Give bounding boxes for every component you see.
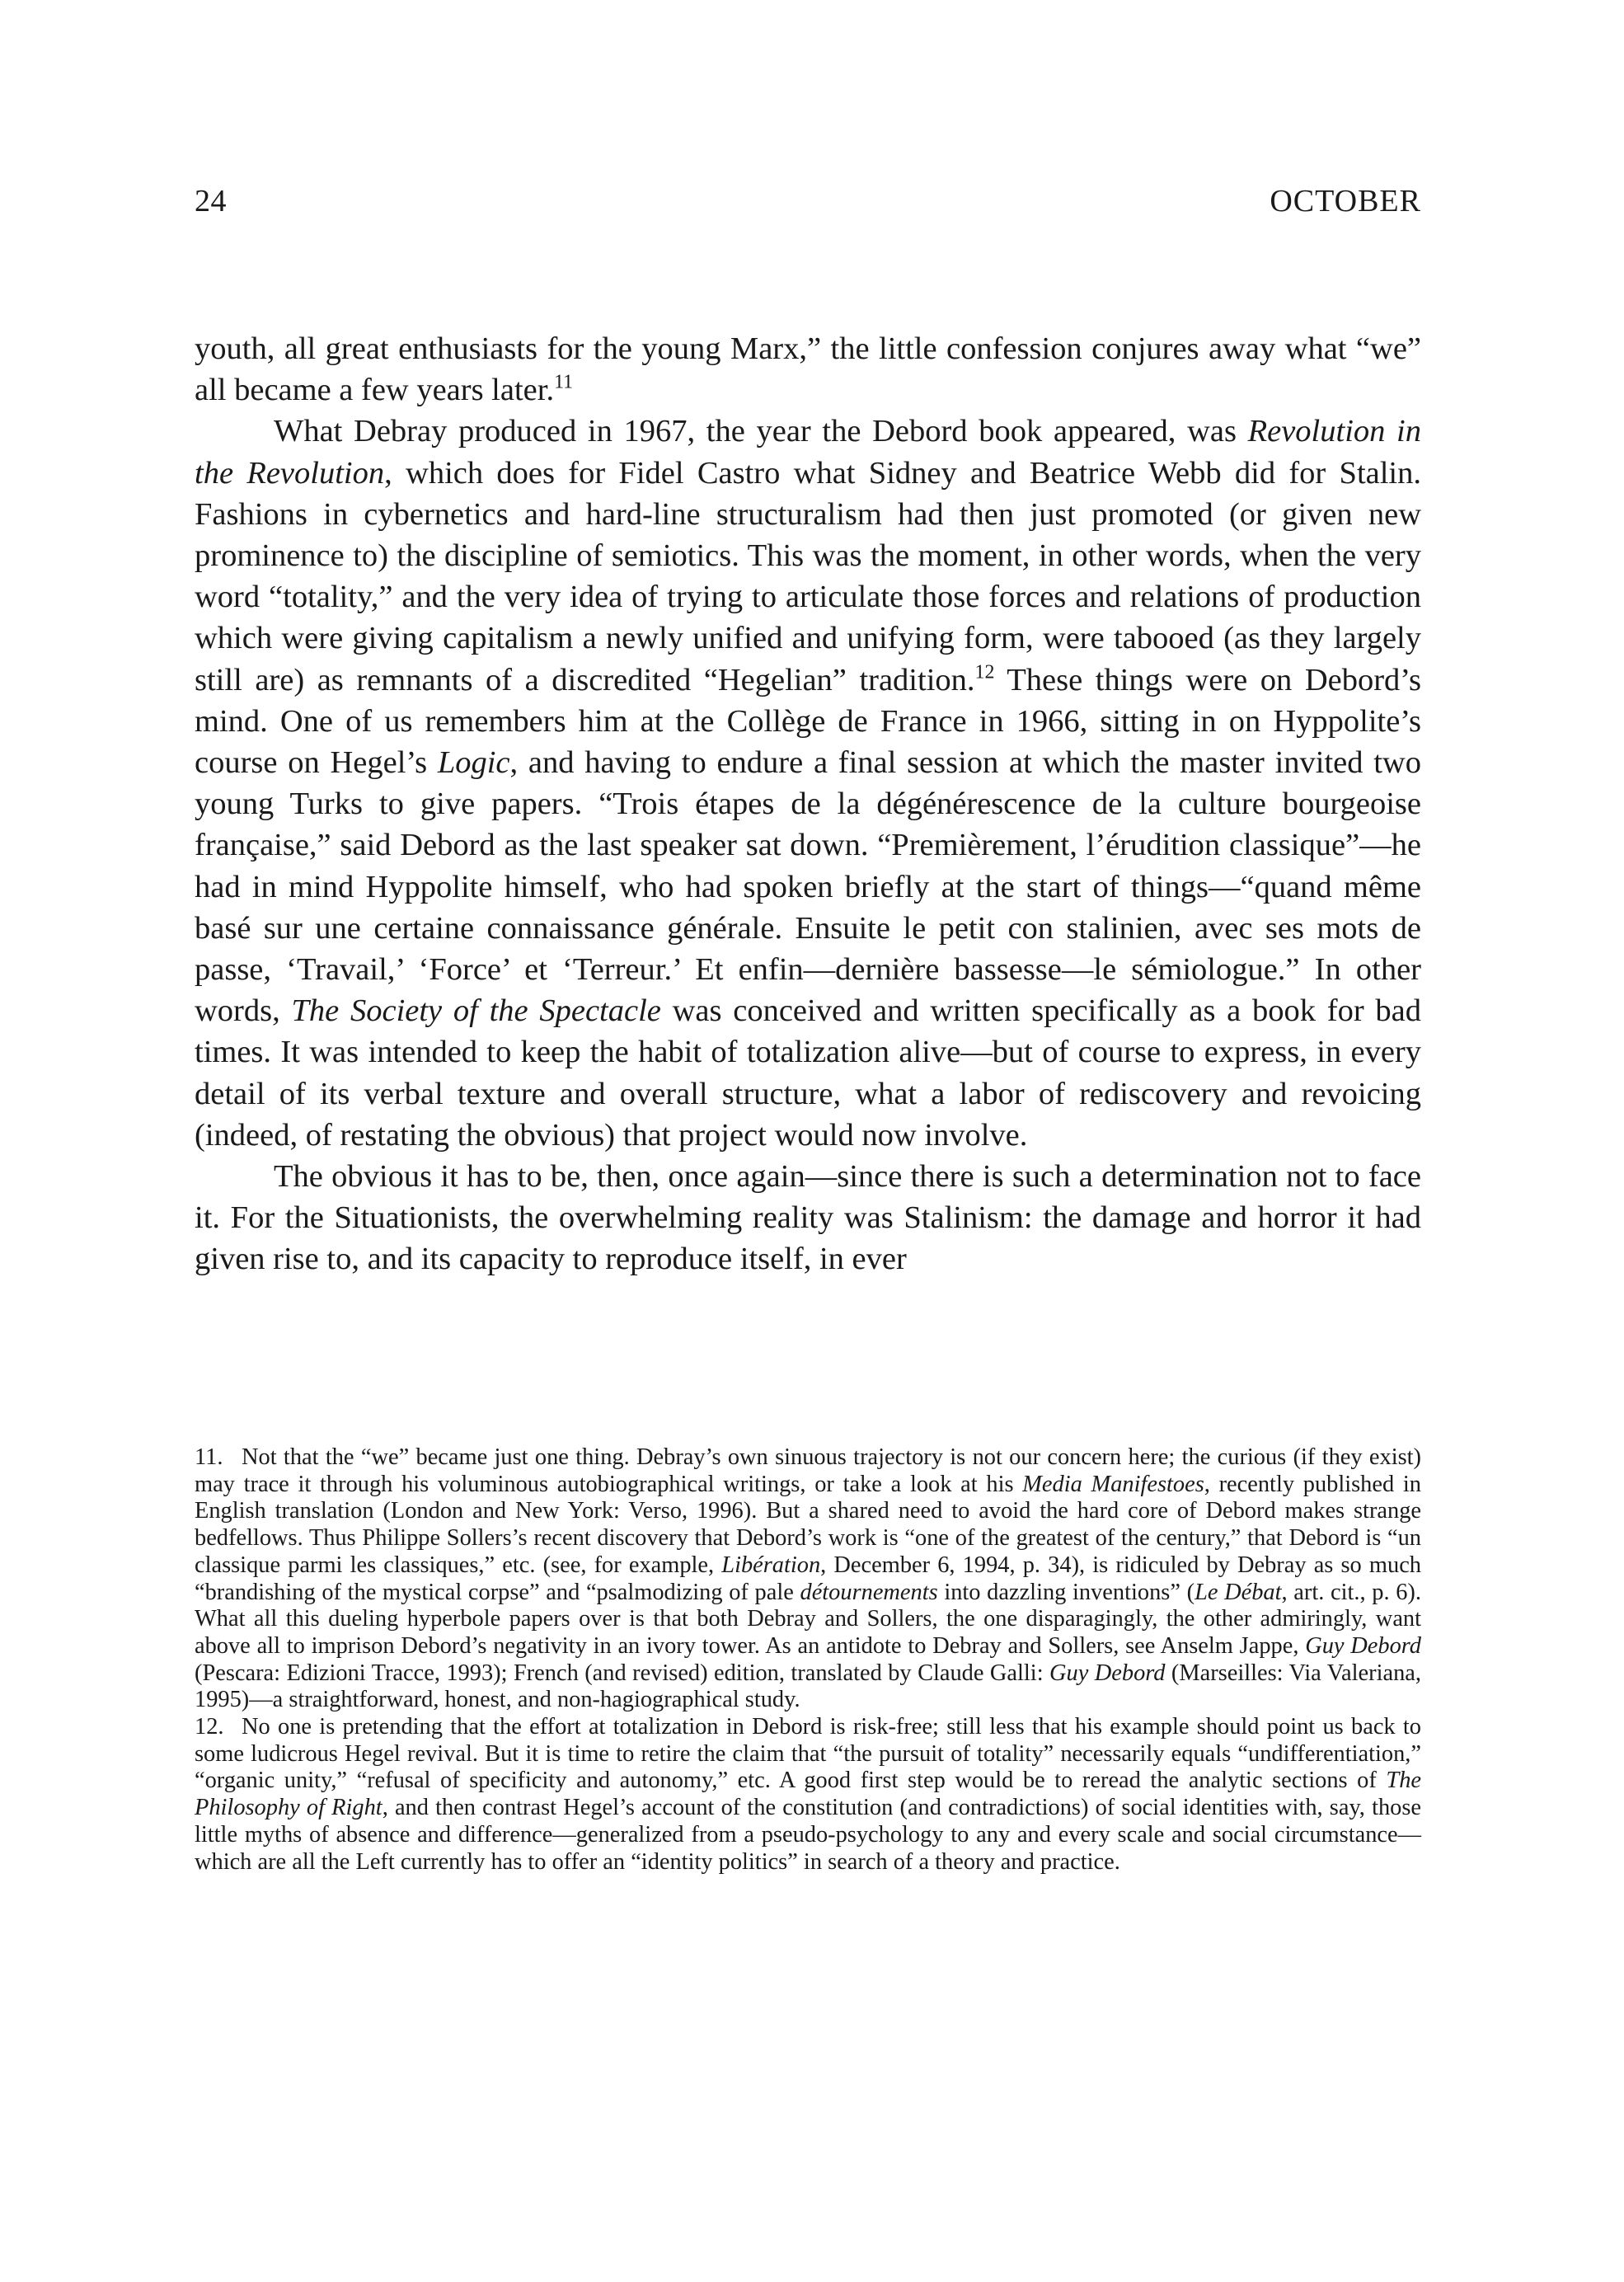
footnote-text: , art. cit., p. 6). What all this dueling hyperbole papers over is that both Debray and Sollers, the one disparagingly, the other admiringly, want above all to imprison Debord’s negativity in an ivory tower. As an antidote to Debray and Sollers, see Anselm Jappe, xyxy=(195,1579,1421,1659)
paragraph-text: , and having to endure a final session at which the master invited two young Turks to give papers. “Trois étapes de la dégénérescence de la culture bourgeoise française,” said Debord as the last speaker sat down. “Premièrement, l’érudition classique”—he had in mind Hyppolite himself, who had spoken briefly at the start of things—“quand même basé sur une certaine connaissance générale. Ensuite le petit con stalinien, avec ses mots de passe, ‘Travail,’ ‘Force’ et ‘Terreur.’ Et enfin—dernière bassesse—le sémiologue.” In other words, xyxy=(195,745,1421,1029)
footnote-ref-11[interactable]: 11 xyxy=(554,371,574,393)
footnote-11 xyxy=(195,1444,1421,1714)
footnote-title: Le Débat xyxy=(1195,1579,1282,1605)
book-title: Logic xyxy=(437,745,510,781)
footnote-text: (Marseilles: Via Valeriana, 1995)—a straightforward, honest, and non-hagiographical study. xyxy=(195,1660,1421,1713)
book-title: Revolution in the Revolution xyxy=(195,414,1421,491)
footnote-title: Libération xyxy=(721,1552,821,1578)
footnote-title: Guy Debord xyxy=(1305,1632,1421,1659)
paragraph-text: What Debray produced in 1967, the year the Debord book appeared, was xyxy=(274,414,1248,449)
footnote-12 xyxy=(195,1714,1421,1876)
footnote-text: into dazzling inventions” ( xyxy=(937,1579,1195,1605)
footnote-number: 12. xyxy=(195,1714,224,1740)
page-number: 24 xyxy=(195,184,227,218)
footnote-text: (Pescara: Edizioni Tracce, 1993); French (and revised) edition, translated by Claude Galli: xyxy=(195,1660,1050,1686)
paragraph-text: , which does for Fidel Castro what Sidney and Beatrice Webb did for Stalin. Fashions in cybernetics and hard-line structuralism had then just promoted (or given new prominence to) the discipline of semiotics. This was the moment, in other words, when the very word “totality,” and the very idea of trying to articulate those forces and relations of production which were giving capitalism a newly unified and unifying form, were tabooed (as they largely still are) as remnants of a discredited “Hegelian” tradition. xyxy=(195,455,1421,697)
journal-title: OCTOBER xyxy=(1270,184,1421,218)
footnote-text: No one is pretending that the effort at totalization in Debord is risk-free; still less that his example should point us back to some ludicrous Hegel revival. But it is time to retire the claim that “the pursuit of totality” necessarily equals “undifferentiation,” “organic unity,” “refusal of specificity and autonomy,” etc. A good first step would be to reread the analytic sections of xyxy=(195,1714,1421,1794)
paragraph-text: The obvious it has to be, then, once again—since there is such a determination not to face it. For the Situationists, the overwhelming reality was Stalinism: the damage and horror it had given rise to, and its capacity to reproduce itself, in ever xyxy=(195,1159,1421,1277)
book-title: The Society of the Spectacle xyxy=(291,993,661,1029)
footnote-number: 11. xyxy=(195,1444,223,1470)
footnotes xyxy=(195,1444,1421,1876)
running-head xyxy=(195,183,1421,224)
paragraph-3 xyxy=(195,1156,1421,1280)
footnote-text: , recently published in English translation (London and New York: Verso, 1996). But a shared need to avoid the hard core of Debord makes strange bedfellows. Thus Philippe Sollers’s recent discovery that Debord’s work is “one of the greatest of the century,” that Debord is “un classique parmi les classiques,” etc. (see, for example, xyxy=(195,1471,1421,1578)
footnote-title: Guy Debord xyxy=(1049,1660,1166,1686)
paragraph-text: was conceived and written specifically as a book for bad times. It was intended to keep the habit of totalization alive—but of course to express, in every detail of its verbal texture and overall structure, what a labor of rediscovery and revoicing (indeed, of restating the obvious) that project would now involve. xyxy=(195,993,1421,1153)
footnote-title: Media Manifestoes xyxy=(1022,1471,1204,1497)
paragraph-text: youth, all great enthusiasts for the young Marx,” the little confession conjures away what “we” all became a few years later. xyxy=(195,331,1421,408)
footnote-ref-12[interactable]: 12 xyxy=(974,661,995,683)
paragraph-2 xyxy=(195,411,1421,1156)
paragraph-1 xyxy=(195,328,1421,411)
footnote-title: The Philosophy of Right xyxy=(195,1768,1421,1821)
footnote-text: , and then contrast Hegel’s account of the constitution (and contradictions) of social identities with, say, those little myths of absence and difference—generalized from a pseudo-psychology to any and every scale and social circumstance—which are all the Left currently has to offer an “identity politics” in search of a theory and practice. xyxy=(195,1795,1421,1875)
paragraph-text: These things were on Debord’s mind. One of us remembers him at the Collège de France in 1966, sitting in on Hyppolite’s course on Hegel’s xyxy=(195,662,1421,781)
body-text xyxy=(195,328,1421,1280)
footnote-text: , December 6, 1994, p. 34), is ridiculed by Debray as so much “brandishing of the mystical corpse” and “psalmodizing of pale xyxy=(195,1552,1421,1605)
footnote-text: Not that the “we” became just one thing. Debray’s own sinuous trajectory is not our concern here; the curious (if they exist) may trace it through his voluminous autobiographical writings, or take a look at his xyxy=(195,1444,1421,1497)
footnote-title: détournements xyxy=(800,1579,938,1605)
